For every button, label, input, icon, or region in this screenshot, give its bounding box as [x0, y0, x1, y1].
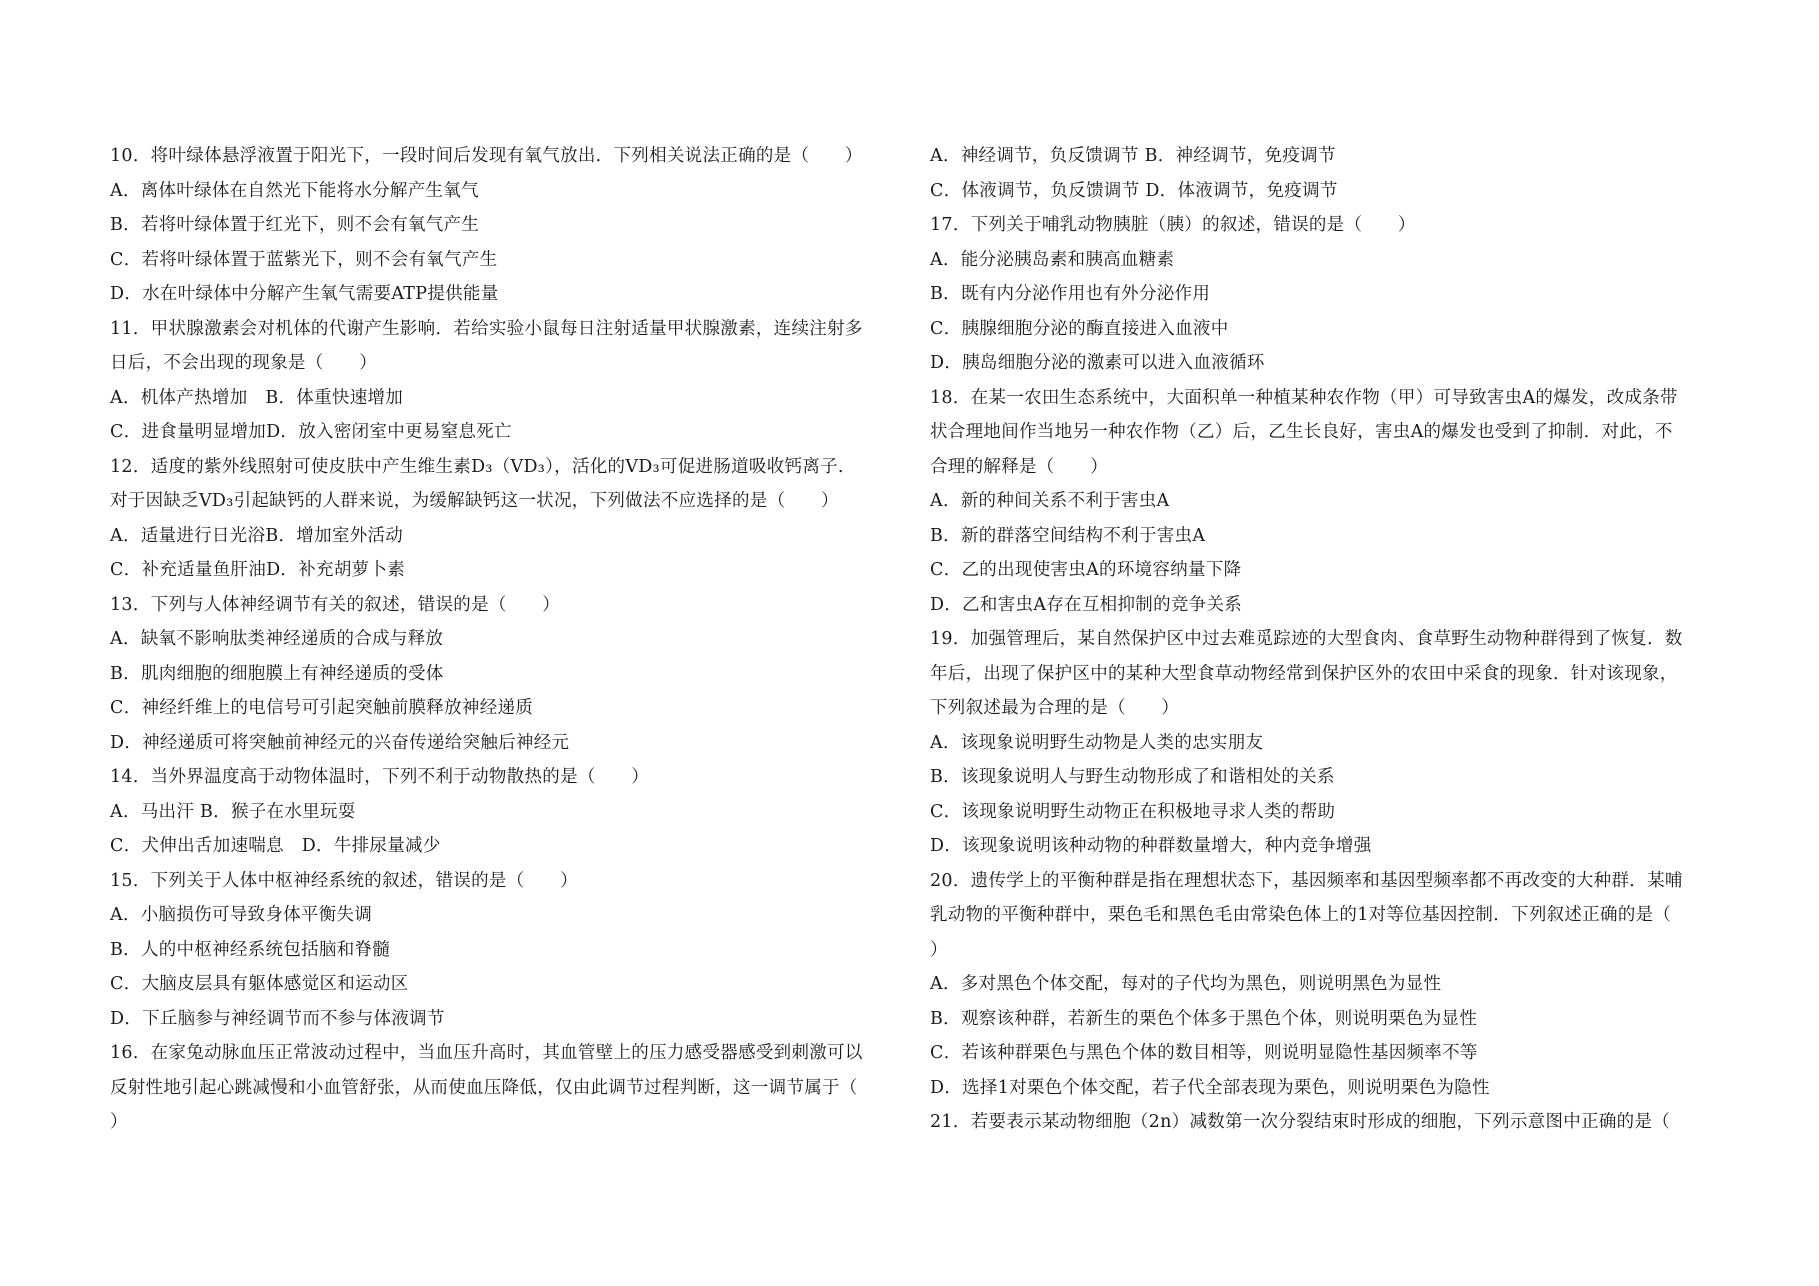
- answer-option-line: A．神经调节，负反馈调节 B．神经调节，免疫调节: [930, 146, 1336, 166]
- answer-option-line: A．小脑损伤可导致身体平衡失调: [110, 905, 373, 925]
- answer-option-line: B．新的群落空间结构不利于害虫A: [930, 525, 1206, 546]
- answer-option-line: D．选择1对栗色个体交配，若子代全部表现为栗色，则说明栗色为隐性: [930, 1077, 1490, 1098]
- answer-option-line: B．既有内分泌作用也有外分泌作用: [930, 284, 1211, 304]
- answer-option-line: A．缺氧不影响肽类神经递质的合成与释放: [110, 629, 444, 649]
- answer-option-line: D．胰岛细胞分泌的激素可以进入血液循环: [930, 353, 1265, 373]
- answer-option-line: A．多对黑色个体交配，每对的子代均为黑色，则说明黑色为显性: [930, 974, 1442, 994]
- question-stem-line: 13．下列与人体神经调节有关的叙述，错误的是（ ）: [110, 594, 561, 615]
- answer-option-line: D．水在叶绿体中分解产生氧气需要ATP提供能量: [110, 284, 499, 304]
- question-stem-line: 18．在某一农田生态系统中，大面积单一种植某种农作物（甲）可导致害虫A的爆发，改成条带: [930, 387, 1678, 408]
- answer-option-line: D．下丘脑参与神经调节而不参与体液调节: [110, 1008, 445, 1029]
- question-stem-line: ）: [930, 939, 948, 960]
- answer-option-line: A．马出汗 B．猴子在水里玩耍: [110, 801, 356, 822]
- question-stem-line: 16．在家兔动脉血压正常波动过程中，当血压升高时，其血管壁上的压力感受器感受到刺激可以: [110, 1043, 863, 1063]
- answer-option-line: A．机体产热增加 B．体重快速增加: [110, 387, 404, 408]
- answer-option-line: C．犬伸出舌加速喘息 D．牛排尿量减少: [110, 836, 441, 856]
- answer-option-line: B．肌肉细胞的细胞膜上有神经递质的受体: [110, 663, 444, 684]
- answer-option-line: C．大脑皮层具有躯体感觉区和运动区: [110, 974, 409, 994]
- question-stem-line: 17．下列关于哺乳动物胰脏（胰）的叙述，错误的是（ ）: [930, 215, 1416, 235]
- answer-option-line: D．神经递质可将突触前神经元的兴奋传递给突触后神经元: [110, 732, 570, 753]
- answer-option-line: B．该现象说明人与野生动物形成了和谐相处的关系: [930, 767, 1335, 787]
- answer-option-line: C．若该种群栗色与黑色个体的数目相等，则说明显隐性基因频率不等: [930, 1043, 1478, 1063]
- answer-option-line: A．适量进行日光浴B．增加室外活动: [110, 525, 404, 546]
- question-stem-line: 合理的解释是（ ）: [930, 456, 1108, 477]
- answer-option-line: B．人的中枢神经系统包括脑和脊髓: [110, 939, 391, 960]
- question-stem-line: 年后，出现了保护区中的某种大型食草动物经常到保护区外的农田中采食的现象．针对该现象，: [930, 663, 1678, 684]
- question-stem-line: 乳动物的平衡种群中，栗色毛和黑色毛由常染色体上的1对等位基因控制．下列叙述正确的是（: [930, 905, 1672, 925]
- answer-option-line: C．神经纤维上的电信号可引起突触前膜释放神经递质: [110, 698, 534, 718]
- question-stem-line: 12．适度的紫外线照射可使皮肤中产生维生素D₃（VD₃），活化的VD₃可促进肠道吸收钙离子.: [110, 456, 844, 477]
- answer-option-line: C．乙的出现使害虫A的环境容纳量下降: [930, 560, 1242, 580]
- answer-option-line: A．新的种间关系不利于害虫A: [930, 491, 1170, 511]
- question-stem-line: ）: [110, 1112, 128, 1132]
- question-stem-line: 20．遗传学上的平衡种群是指在理想状态下，基因频率和基因型频率都不再改变的大种群．某哺: [930, 870, 1683, 891]
- answer-option-line: B．观察该种群，若新生的栗色个体多于黑色个体，则说明栗色为显性: [930, 1008, 1478, 1029]
- question-stem-line: 对于因缺乏VD₃引起缺钙的人群来说，为缓解缺钙这一状况，下列做法不应选择的是（ ）: [110, 491, 839, 511]
- question-stem-line: 11．甲状腺激素会对机体的代谢产生影响．若给实验小鼠每日注射适量甲状腺激素，连续注射多: [110, 318, 863, 339]
- answer-option-line: C．体液调节，负反馈调节 D．体液调节，免疫调节: [930, 180, 1338, 201]
- answer-option-line: A．该现象说明野生动物是人类的忠实朋友: [930, 732, 1264, 753]
- question-stem-line: 下列叙述最为合理的是（ ）: [930, 698, 1180, 718]
- question-stem-line: 15．下列关于人体中枢神经系统的叙述，错误的是（ ）: [110, 870, 578, 891]
- answer-option-line: C．该现象说明野生动物正在积极地寻求人类的帮助: [930, 801, 1336, 822]
- answer-option-line: A．能分泌胰岛素和胰高血糖素: [930, 249, 1175, 270]
- right-column: [930, 139, 1730, 1140]
- answer-option-line: C．胰腺细胞分泌的酶直接进入血液中: [930, 318, 1229, 339]
- question-stem-line: 14．当外界温度高于动物体温时，下列不利于动物散热的是（ ）: [110, 767, 650, 787]
- question-stem-line: 10．将叶绿体悬浮液置于阳光下，一段时间后发现有氧气放出．下列相关说法正确的是（ ）: [110, 146, 863, 166]
- answer-option-line: C．若将叶绿体置于蓝紫光下，则不会有氧气产生: [110, 249, 498, 270]
- question-stem-line: 反射性地引起心跳减慢和小血管舒张，从而使血压降低，仅由此调节过程判断，这一调节属于（: [110, 1077, 858, 1098]
- left-column: [110, 139, 910, 1140]
- answer-option-line: D．该现象说明该种动物的种群数量增大，种内竞争增强: [930, 836, 1372, 856]
- question-stem-line: 19．加强管理后，某自然保护区中过去难觅踪迹的大型食肉、食草野生动物种群得到了恢复．数: [930, 629, 1683, 649]
- answer-option-line: B．若将叶绿体置于红光下，则不会有氧气产生: [110, 215, 480, 235]
- answer-option-line: D．乙和害虫A存在互相抑制的竞争关系: [930, 594, 1243, 615]
- answer-option-line: C．进食量明显增加D．放入密闭室中更易窒息死亡: [110, 422, 512, 442]
- question-stem-line: 21．若要表示某动物细胞（2n）减数第一次分裂结束时形成的细胞，下列示意图中正确的是（: [930, 1112, 1671, 1132]
- question-stem-line: 日后，不会出现的现象是（ ）: [110, 353, 377, 373]
- answer-option-line: C．补充适量鱼肝油D．补充胡萝卜素: [110, 560, 406, 580]
- question-stem-line: 状合理地间作当地另一种农作物（乙）后，乙生长良好，害虫A的爆发也受到了抑制．对此，不: [930, 422, 1673, 442]
- answer-option-line: A．离体叶绿体在自然光下能将水分解产生氧气: [110, 180, 479, 201]
